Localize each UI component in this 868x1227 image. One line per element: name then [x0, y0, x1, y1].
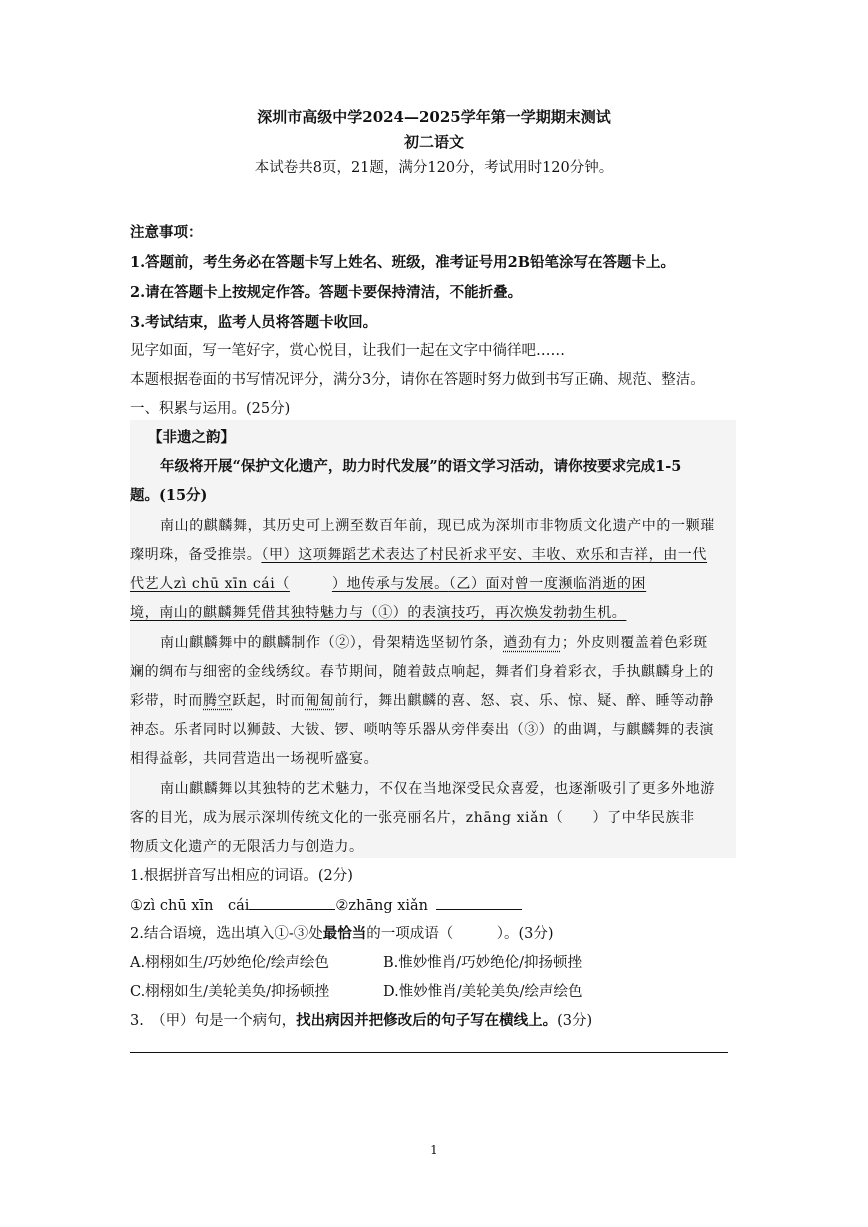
passage-text: 跃起，时而: [232, 693, 306, 709]
page-number: 1: [430, 1143, 438, 1157]
passage-p1-line2: [130, 545, 707, 565]
q2-text: 的一项成语（ ）。(3分): [366, 926, 554, 942]
sentence-yi: （乙）面对曾一度濒临消逝的困: [448, 576, 647, 592]
passage-p3-line3: 物质文化遗产的无限活力与创造力。: [130, 839, 364, 855]
question-1: 1.根据拼音写出相应的词语。(2分): [130, 868, 353, 884]
passage-p3-line1: 南山麒麟舞以其独特的艺术魅力，不仅在当地深受民众喜爱，也逐渐吸引了更多外地游: [160, 781, 715, 797]
passage-p2-line2: 斓的绸布与细密的金线绣纹。春节期间，随着鼓点响起，舞者们身着彩衣，手执麒麟身上的: [130, 664, 714, 680]
notice-item-2: 2.请在答题卡上按规定作答。答题卡要保持清洁，不能折叠。: [130, 284, 523, 301]
sentence-jia: （甲）这项舞蹈艺术表达了村民祈求平安、丰收、欢乐和吉祥，由一代: [261, 547, 708, 563]
answer-line-q3[interactable]: [130, 1052, 728, 1053]
writing-rule: 本题根据卷面的书写情况评分，满分3分，请你在答题时努力做到书写正确、规范、整洁。: [130, 372, 705, 388]
passage-p2-line3: [130, 691, 714, 711]
exam-subtitle: 初二语文: [403, 133, 464, 151]
sentence-jia-end: 代艺人zì chū xīn cái（: [130, 576, 290, 592]
option-a: A.栩栩如生/巧妙绝伦/绘声绘色: [130, 955, 329, 971]
option-c: C.栩栩如生/美轮美奂/抑扬顿挫: [130, 984, 329, 1000]
q1-pinyin-b: ②zhāng xiǎn: [335, 898, 429, 914]
exam-info: 本试卷共8页，21题，满分120分，考试用时120分钟。: [254, 160, 614, 176]
emphasis-word: 匍匐: [305, 693, 335, 709]
passage-text: 彩带，时而: [130, 693, 203, 709]
notice-item-1: 1.答题前，考生务必在答题卡写上姓名、班级，准考证号用2B铅笔涂写在答题卡上。: [130, 254, 675, 271]
passage-p3-line2: 客的目光，成为展示深圳传统文化的一张亮丽名片，zhāng xiǎn（ ）了中华民族非: [130, 810, 695, 826]
passage-p2-line5: 相得益彰，共同营造出一场视听盛宴。: [130, 751, 379, 767]
passage-p2-line4: 神态。乐者同时以狮鼓、大钹、锣、唢呐等乐器从旁伴奏出（③）的曲调，与麒麟舞的表演: [130, 722, 714, 738]
passage-p1-line1: 南山的麒麟舞，其历史可上溯至数百年前，现已成为深圳市非物质文化遗产中的一颗璀: [160, 518, 715, 534]
q2-emphasis: 最恰当: [322, 925, 367, 942]
emphasis-word: 腾空: [203, 693, 233, 709]
sentence-jia-tail: ）地传承与发展。: [331, 576, 449, 592]
passage-p2-line1: [160, 633, 708, 653]
subsection-title: 【非遗之韵】: [148, 429, 235, 446]
q3-emphasis: 找出病因并把修改后的句子写在横线上。: [296, 1012, 558, 1029]
emphasis-word: 遒劲有力: [503, 635, 562, 651]
question-2: [130, 924, 554, 944]
notice-item-3: 3.考试结束，监考人员将答题卡收回。: [130, 314, 378, 331]
passage-text: 璨明珠，备受推崇。: [130, 547, 262, 563]
q3-text: 3. （甲）句是一个病句，: [130, 1013, 297, 1029]
section-title: 一、积累与运用。(25分): [130, 401, 291, 417]
task-line-2: 题。(15分): [130, 487, 208, 504]
answer-blank-a[interactable]: [249, 895, 335, 910]
notice-heading: 注意事项：: [130, 224, 203, 241]
passage-p1-line3: [130, 574, 646, 594]
question-1-answers: [130, 895, 522, 916]
task-line-1: 年级将开展“保护文化遗产，助力时代发展”的语文学习活动，请你按要求完成1-5: [160, 458, 682, 475]
option-b: B.惟妙惟肖/巧妙绝伦/抑扬顿挫: [383, 955, 583, 971]
answer-blank-b[interactable]: [436, 895, 522, 910]
q3-text: (3分): [557, 1013, 593, 1029]
q2-text: 2.结合语境，选出填入①-③处: [130, 926, 323, 942]
passage-text: 前行，舞出麒麟的喜、怒、哀、乐、惊、疑、醉、睡等动静: [334, 693, 715, 709]
question-3: [130, 1011, 592, 1031]
option-d: D.惟妙惟肖/美轮美奂/绘声绘色: [383, 984, 583, 1000]
passage-text: ；外皮则覆盖着色彩斑: [561, 635, 708, 651]
q1-pinyin-a: ①zì chū xīn cái: [130, 898, 250, 914]
passage-p1-line4: 境，南山的麒麟舞凭借其独特魅力与（①）的表演技巧，再次焕发勃勃生机。: [130, 605, 627, 621]
writing-intro: 见字如面，写一笔好字，赏心悦目，让我们一起在文字中徜徉吧……: [130, 343, 565, 359]
passage-text: 南山麒麟舞中的麒麟制作（②），骨架精选坚韧竹条，: [160, 635, 504, 651]
exam-title: 深圳市高级中学2024—2025学年第一学期期末测试: [257, 108, 611, 126]
